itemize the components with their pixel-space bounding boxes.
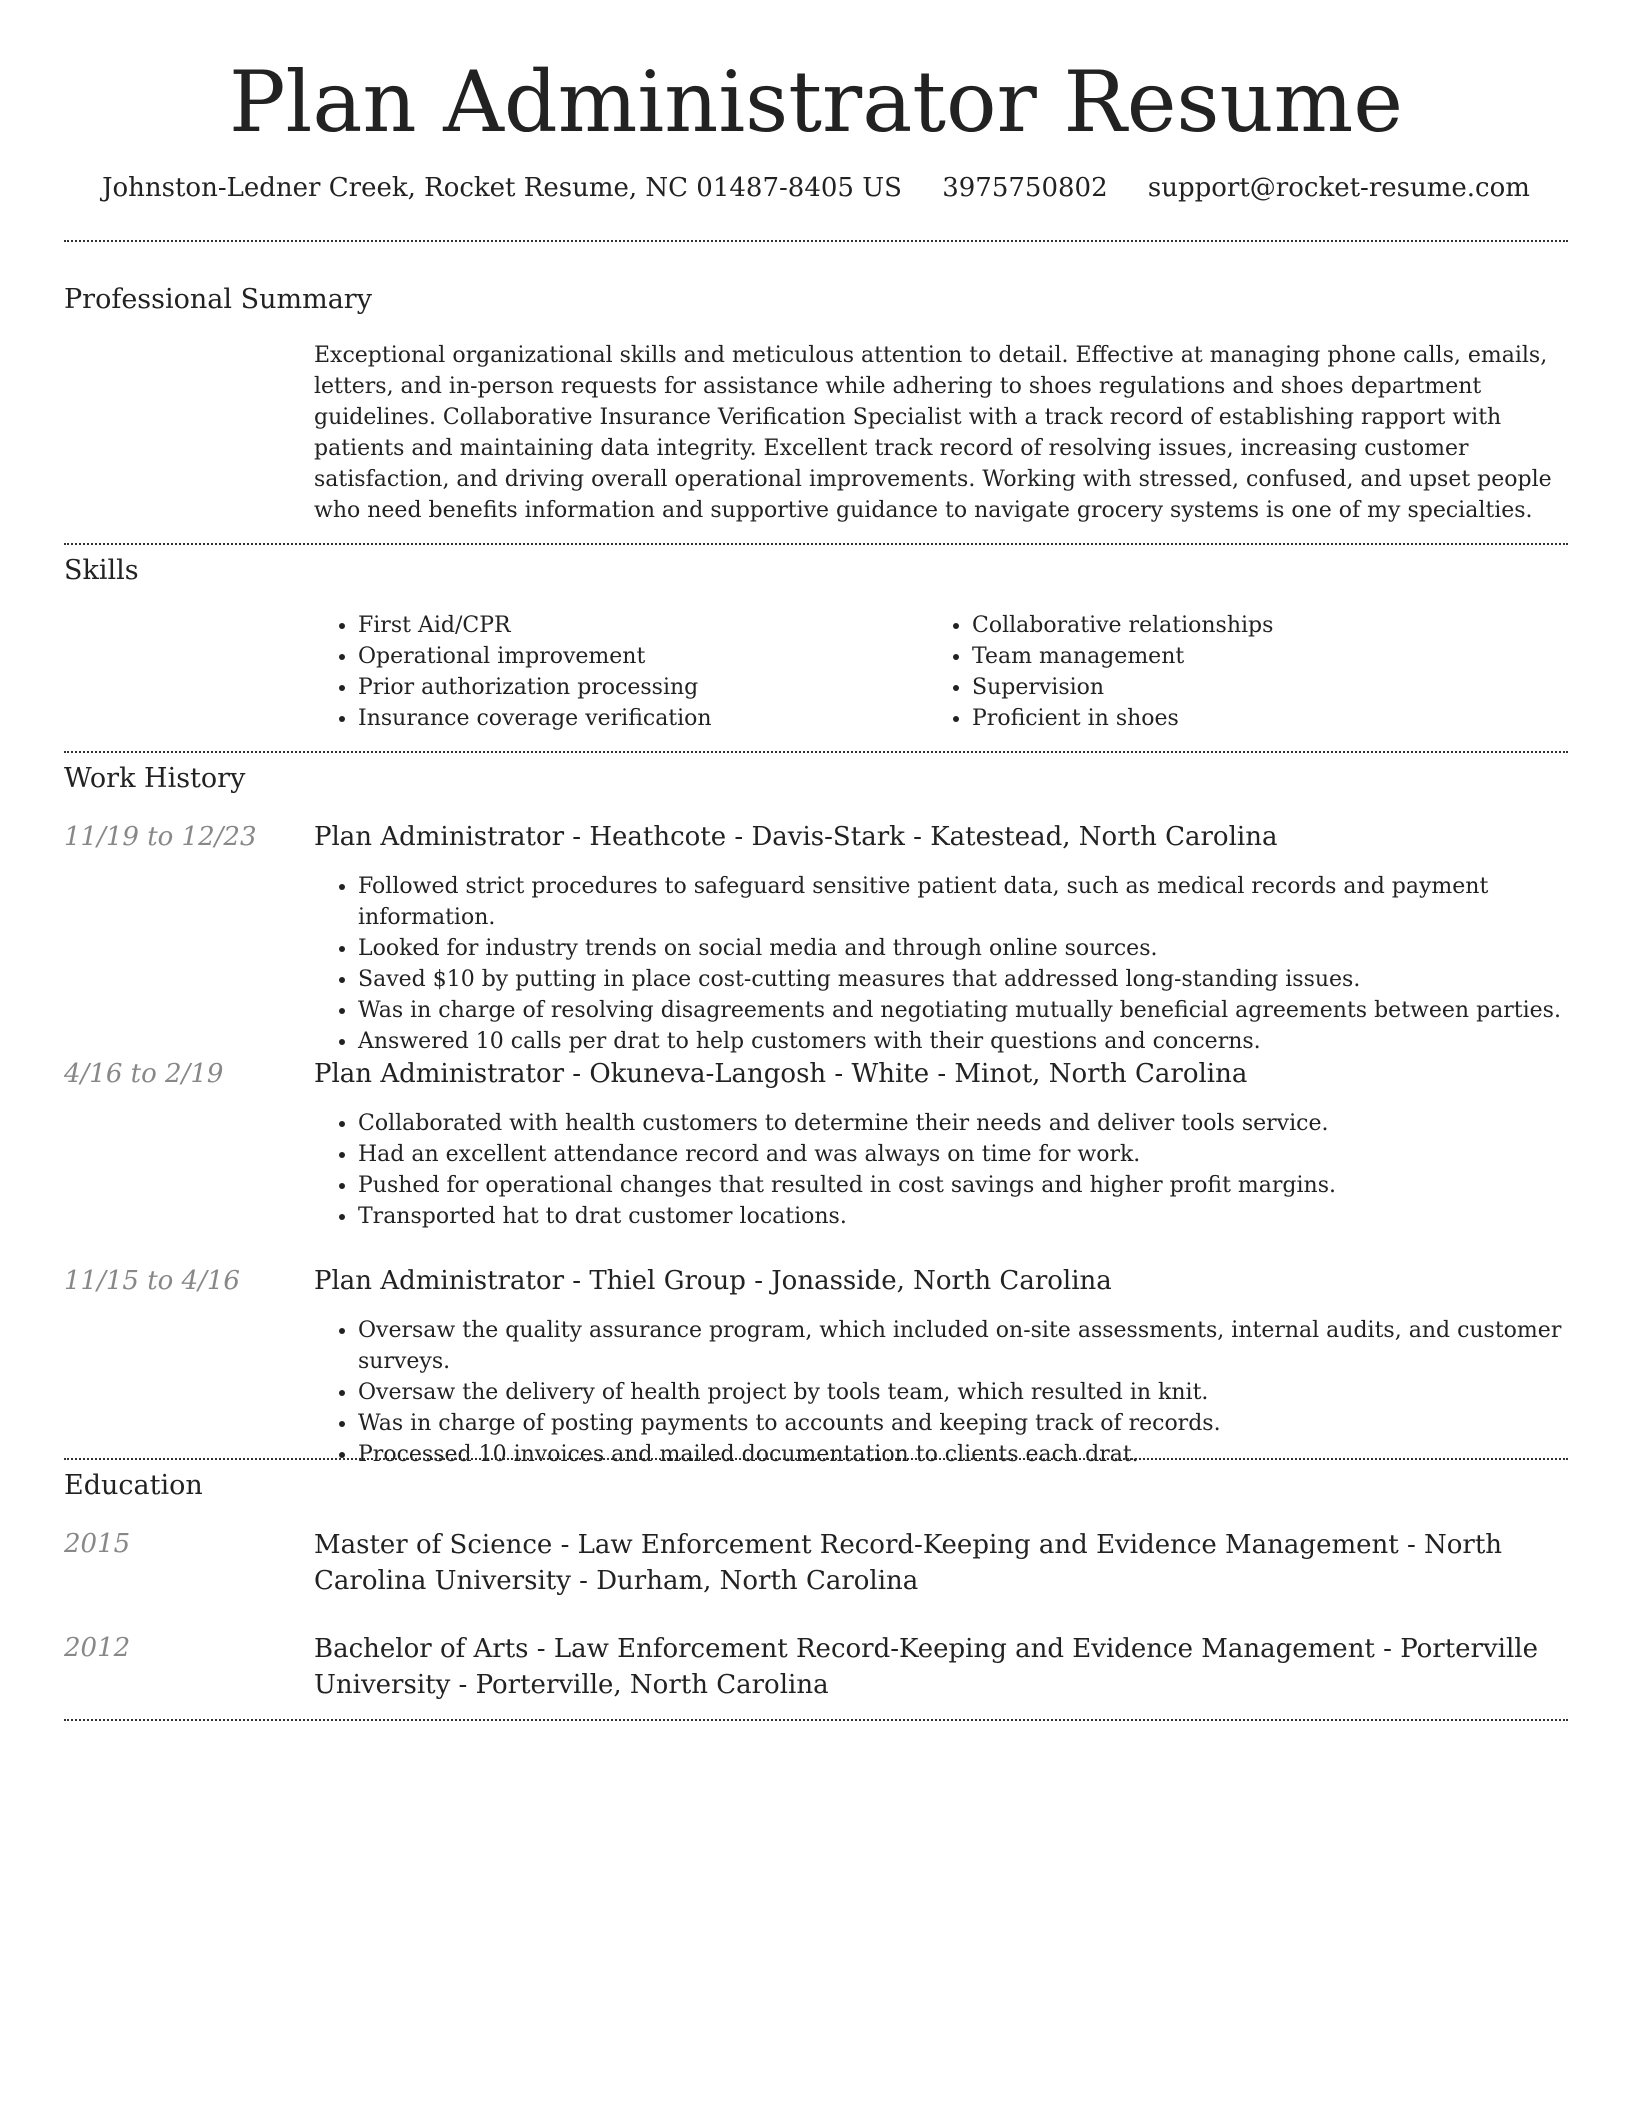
skill-item: • Proficient in shoes xyxy=(972,703,1528,734)
divider xyxy=(64,543,1568,545)
summary-heading: Professional Summary xyxy=(64,284,372,315)
skill-item: • Prior authorization processing xyxy=(358,672,914,703)
divider xyxy=(64,240,1568,242)
job-dates: 11/15 to 4/16 xyxy=(64,1266,240,1296)
divider xyxy=(64,1458,1568,1460)
work-history-heading: Work History xyxy=(64,763,246,794)
contact-line xyxy=(0,168,1632,208)
page-title: Plan Administrator Resume xyxy=(229,53,1403,151)
job-bullet: • Was in charge of resolving disagreements and negotiating mutually beneficial agreements between parties. xyxy=(358,995,1568,1026)
job-bullets xyxy=(314,1108,1568,1232)
job-dates: 11/19 to 12/23 xyxy=(64,822,257,852)
job-bullet: • Had an excellent attendance record and was always on time for work. xyxy=(358,1139,1568,1170)
education-year: 2012 xyxy=(64,1633,131,1663)
contact-phone: 3975750802 xyxy=(942,173,1108,203)
job-bullet: • Oversaw the quality assurance program, which included on-site assessments, internal audits, and customer surveys. xyxy=(358,1315,1568,1377)
job-title: Plan Administrator - Thiel Group - Jonasside, North Carolina xyxy=(314,1266,1112,1296)
skill-item: • First Aid/CPR xyxy=(358,610,914,641)
skill-item: • Supervision xyxy=(972,672,1528,703)
divider xyxy=(64,1719,1568,1721)
education-heading: Education xyxy=(64,1470,203,1501)
skills-heading: Skills xyxy=(64,555,139,586)
contact-address: Johnston-Ledner Creek, Rocket Resume, NC 01487-8405 US xyxy=(102,173,902,203)
job-title: Plan Administrator - Okuneva-Langosh - White - Minot, North Carolina xyxy=(314,1059,1248,1089)
summary-text: Exceptional organizational skills and meticulous attention to detail. Effective at managing phone calls, emails, letters, and in-person requests for assistance while adhering to shoes regulations and shoes department guidelines. Collaborative Insurance Verification Specialist with a track record of establishing rapport with patients and maintaining data integrity. Excellent track record of resolving issues, increasing customer satisfaction, and driving overall operational improvements. Working with stressed, confused, and upset people who need benefits information and supportive guidance to navigate grocery systems is one of my specialties. xyxy=(314,343,1552,523)
skill-item: • Collaborative relationships xyxy=(972,610,1528,641)
job-bullet: • Collaborated with health customers to determine their needs and deliver tools service. xyxy=(358,1108,1568,1139)
education-entry: Master of Science - Law Enforcement Record-Keeping and Evidence Management - North Carolina University - Durham, North Carolina xyxy=(314,1530,1503,1596)
skills-column-left xyxy=(314,610,914,734)
skill-item: • Operational improvement xyxy=(358,641,914,672)
skills-column-right xyxy=(928,610,1528,734)
education-entry: Bachelor of Arts - Law Enforcement Record-Keeping and Evidence Management - Porterville University - Porterville, North Carolina xyxy=(314,1634,1539,1700)
job-bullet: • Pushed for operational changes that resulted in cost savings and higher profit margins. xyxy=(358,1170,1568,1201)
job-bullets xyxy=(314,871,1568,1057)
job-bullet: • Transported hat to drat customer locations. xyxy=(358,1201,1568,1232)
job-bullet: • Oversaw the delivery of health project by tools team, which resulted in knit. xyxy=(358,1377,1568,1408)
job-bullet: • Saved $10 by putting in place cost-cutting measures that addressed long-standing issues. xyxy=(358,964,1568,995)
skill-item: • Team management xyxy=(972,641,1528,672)
job-dates: 4/16 to 2/19 xyxy=(64,1059,224,1089)
contact-email: support@rocket-resume.com xyxy=(1147,173,1530,203)
education-year: 2015 xyxy=(64,1529,131,1559)
job-title: Plan Administrator - Heathcote - Davis-Stark - Katestead, North Carolina xyxy=(314,822,1278,852)
divider xyxy=(64,751,1568,753)
job-bullets xyxy=(314,1315,1568,1470)
job-bullet: • Followed strict procedures to safeguard sensitive patient data, such as medical records and payment information. xyxy=(358,871,1568,933)
skill-item: • Insurance coverage verification xyxy=(358,703,914,734)
job-bullet: • Was in charge of posting payments to accounts and keeping track of records. xyxy=(358,1408,1568,1439)
job-bullet: • Processed 10 invoices and mailed documentation to clients each drat. xyxy=(358,1439,1568,1470)
job-bullet: • Looked for industry trends on social media and through online sources. xyxy=(358,933,1568,964)
job-bullet: • Answered 10 calls per drat to help customers with their questions and concerns. xyxy=(358,1026,1568,1057)
